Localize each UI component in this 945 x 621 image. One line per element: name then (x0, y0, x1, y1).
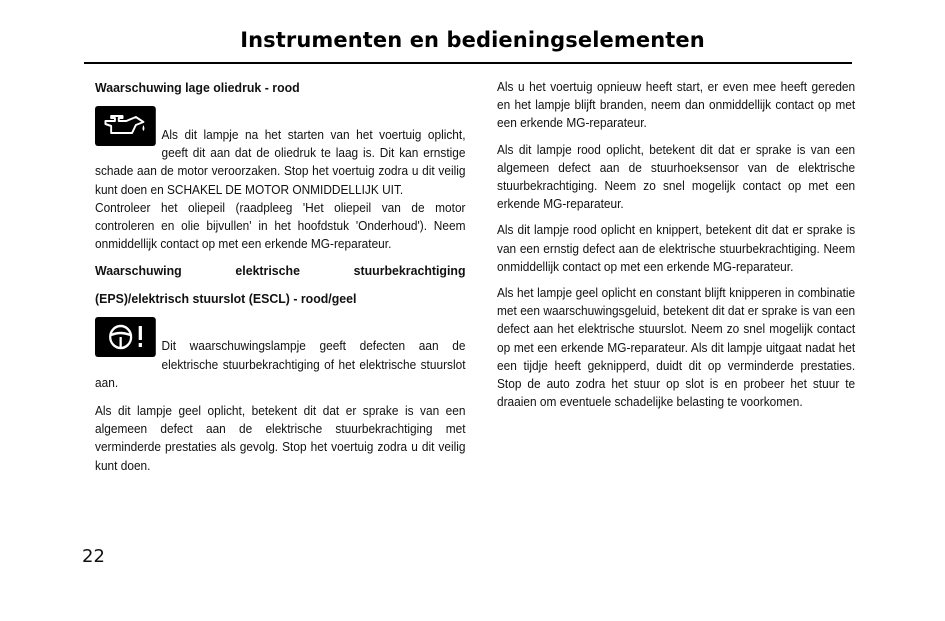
eps-heading-line1: Waarschuwing elektrische stuurbekrachtiging (95, 263, 466, 279)
page-number: 22 (82, 546, 105, 567)
right-text-3: Als dit lampje rood oplicht en knippert, betekent dit dat er sprake is van een ernstig defect aan de elektrische stuurbekrachtiging. Neem onmiddellijk contact op met een erkende MG-reparateur. (497, 223, 856, 274)
right-text-4: Als het lampje geel oplicht en constant blijft knipperen in combinatie met een waarschuwingsgeluid, betekent dit dat er sprake is van een defect aan het elektrische stuurslot. Neem zo snel mogelijk contact op met een erkende MG-reparateur. Als dit lampje uitgaat nadat het een tijdje heeft geknipperd, duidt dit op verminderde prestaties. Stop de auto zodra het stuur op slot is en probeer het stuur te draaien om eventuele schadelijke belasting te voorkomen. (497, 286, 856, 410)
eps-text-2: Als dit lampje geel oplicht, betekent dit dat er sprake is van een algemeen defect aan de elektrische stuurbekrachtiging met verminderde prestaties als gevolg. Stop het voertuig zodra u dit veilig kunt doen. (95, 404, 466, 473)
right-text-1: Als u het voertuig opnieuw heeft start, er even mee heeft gereden en het lampje blijft branden, neem dan onmiddellijk contact op met een erkende MG-reparateur. (497, 80, 856, 131)
eps-heading-line2: (EPS)/elektrisch stuurslot (ESCL) - rood/geel (95, 291, 357, 307)
page-title: Instrumenten en bedieningselementen (240, 28, 705, 52)
left-column (95, 78, 466, 483)
oil-pressure-heading: Waarschuwing lage oliedruk - rood (95, 80, 300, 95)
eps-text-1: Dit waarschuwingslampje geeft defecten aan de elektrische stuurbekrachtiging of het elektrische stuurslot aan. (95, 339, 466, 390)
eps-section (95, 317, 466, 392)
right-column (497, 78, 855, 419)
title-divider (84, 62, 852, 64)
oil-pressure-text-2: Controleer het oliepeil (raadpleeg 'Het oliepeil van de motor controleren en olie bijvullen' in het hoofdstuk 'Onderhoud'). Neem onmiddellijk contact op met een erkende MG-reparateur. (95, 200, 466, 252)
steering-warning-icon (95, 317, 156, 357)
oil-pressure-text-1: Als dit lampje na het starten van het voertuig oplicht, geeft dit aan dat de oliedruk te laag is. Dit kan ernstige schade aan de motor veroorzaken. Stop het voertuig zodra u dit veilig kunt doen en SCHAKEL DE MOTOR ONMIDDELLIJK UIT. (95, 128, 466, 197)
oil-pressure-section (95, 106, 466, 199)
right-text-2: Als dit lampje rood oplicht, betekent dit dat er sprake is van een algemeen defect aan de stuurhoeksensor van de elektrische stuurbekrachtiging. Neem zo snel mogelijk contact op met een erkende MG-reparateur. (497, 142, 856, 212)
oil-pressure-icon (95, 106, 156, 146)
